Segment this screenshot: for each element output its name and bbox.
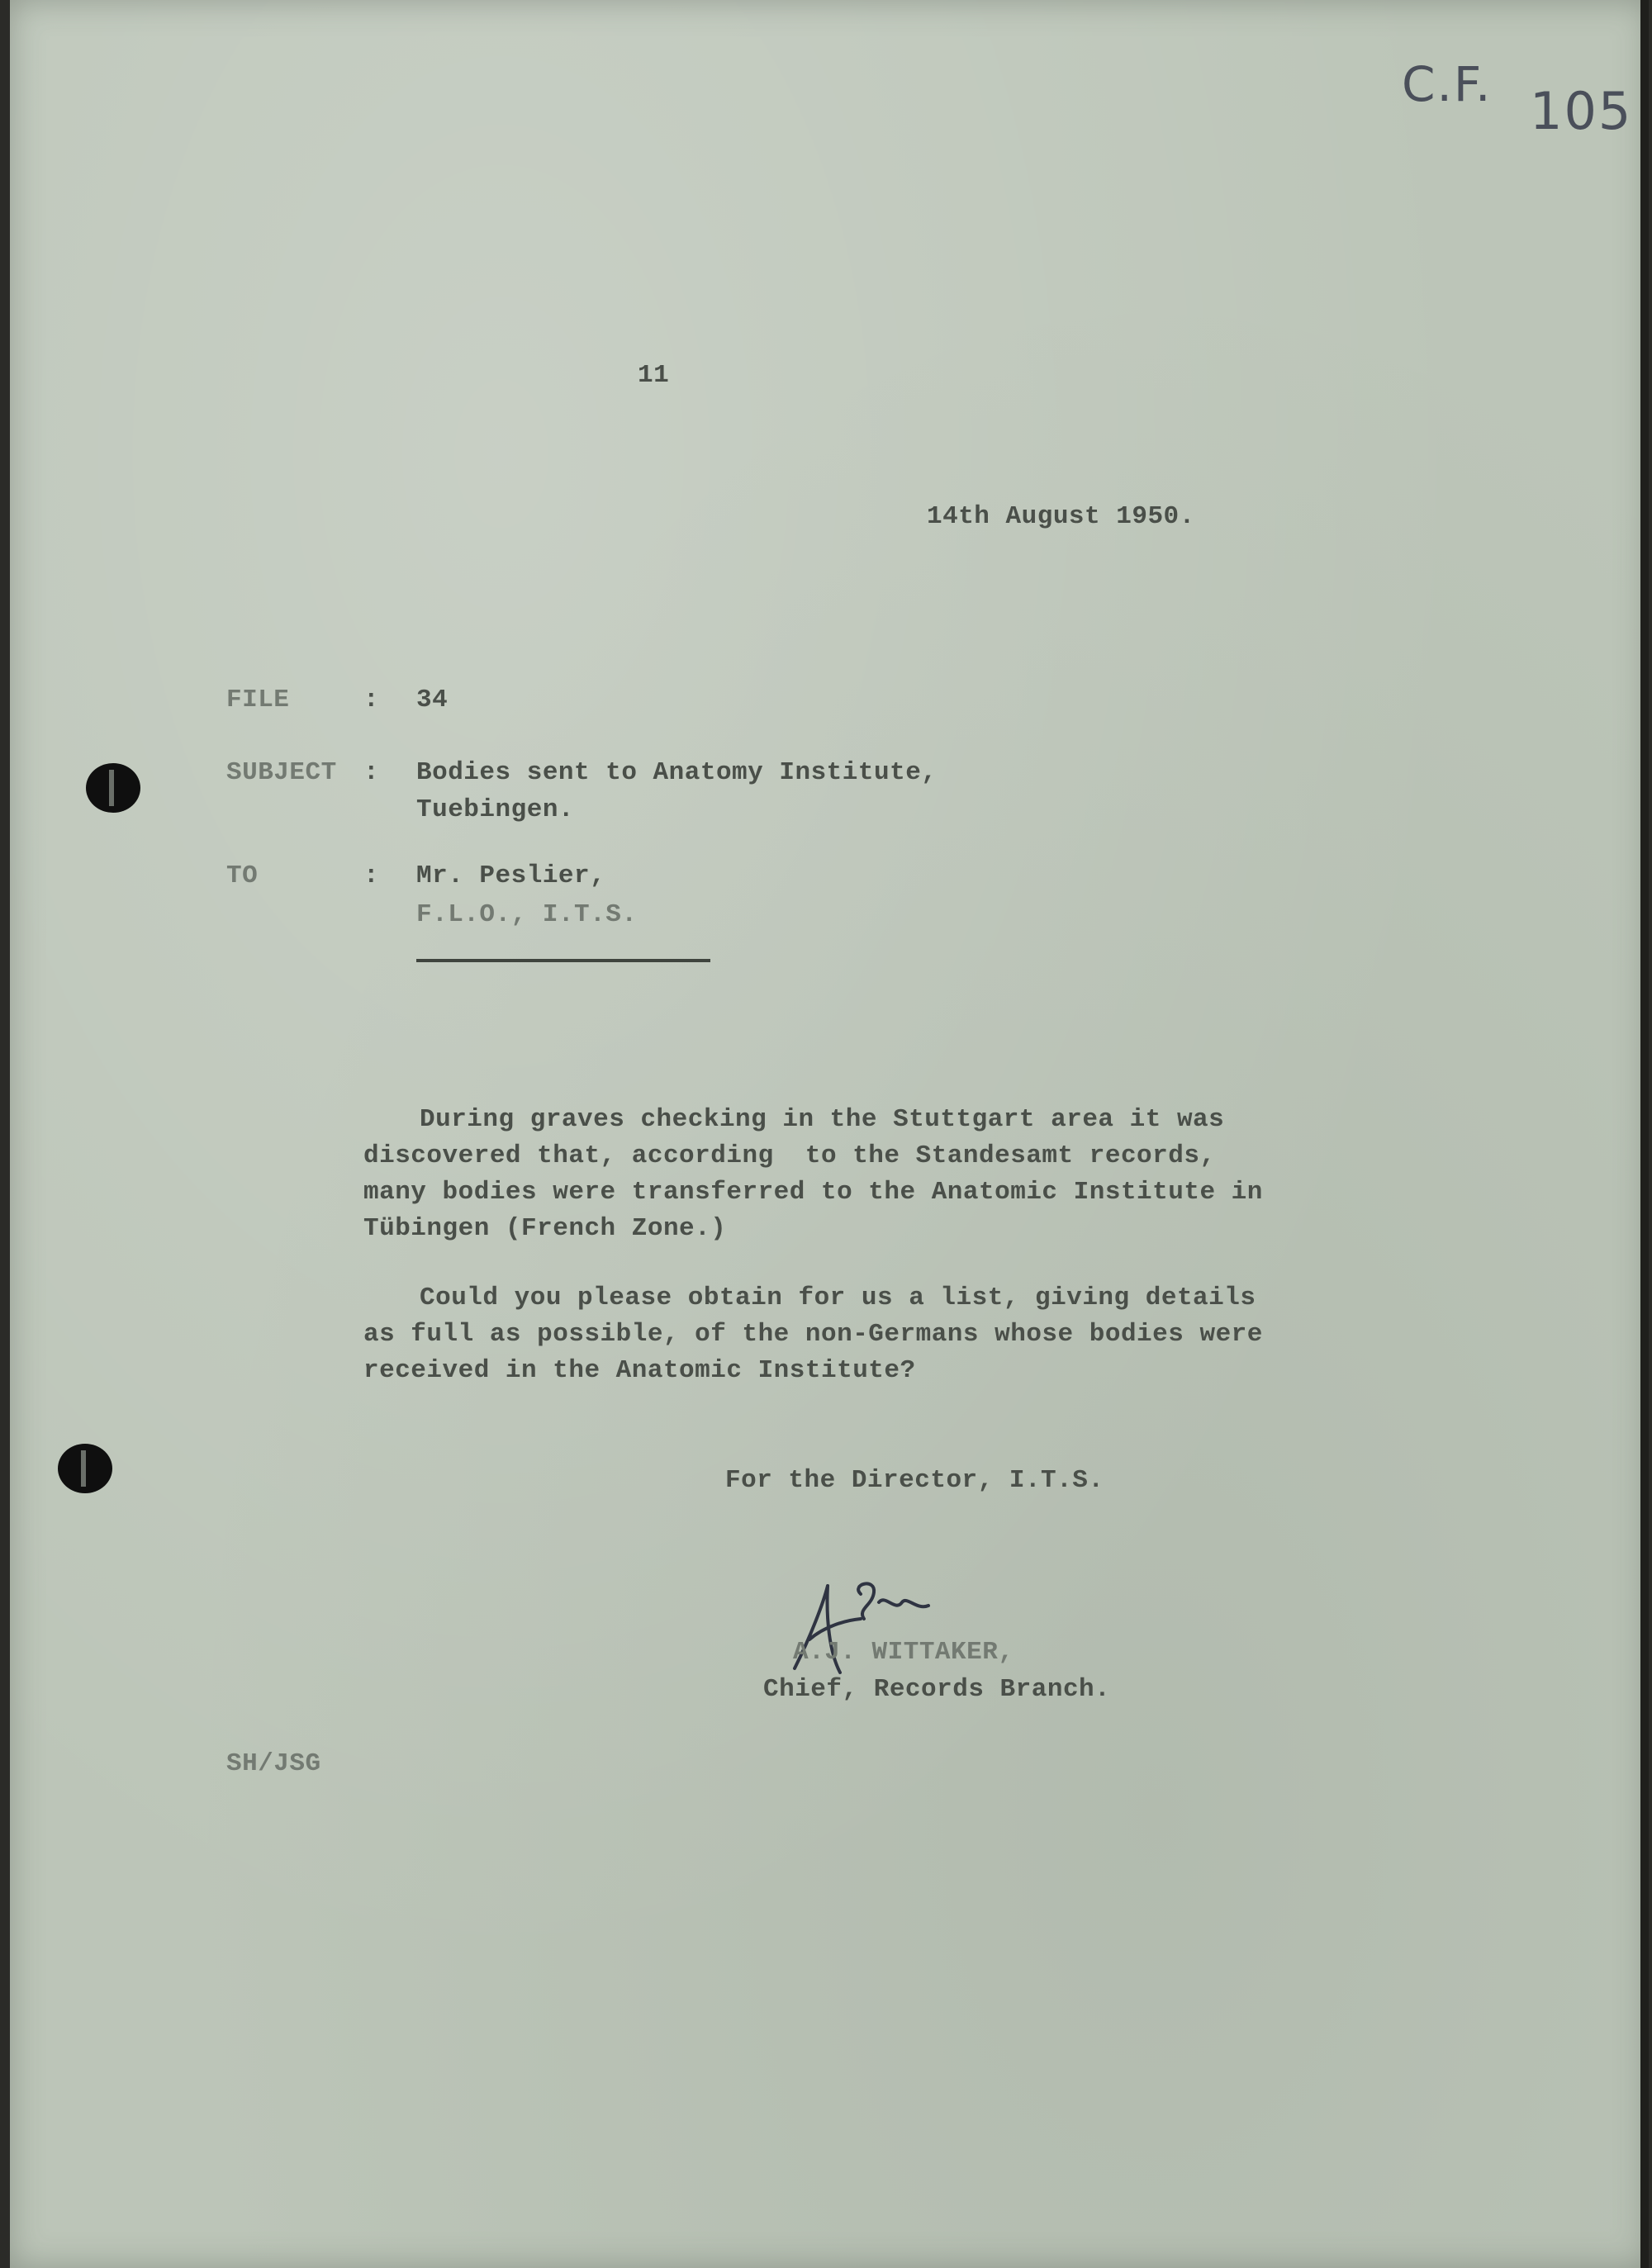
body-para1-line1: During graves checking in the Stuttgart area it was [420, 1105, 1225, 1134]
punch-hole-upper [86, 763, 140, 813]
to-line-2: F.L.O., I.T.S. [416, 900, 638, 929]
handwritten-signature [778, 1569, 943, 1685]
file-label: FILE [226, 686, 290, 714]
subject-line-1: Bodies sent to Anatomy Institute, [416, 758, 938, 787]
body-para2-line3: received in the Anatomic Institute? [363, 1356, 916, 1385]
page-number: 105 [1530, 81, 1633, 141]
subject-line-2: Tuebingen. [416, 795, 575, 824]
body-para1-line2: discovered that, according to the Standesamt records, [363, 1141, 1216, 1170]
body-para2-line1: Could you please obtain for us a list, giving details [420, 1283, 1256, 1312]
copy-number: 11 [638, 361, 670, 390]
to-separator: : [363, 861, 380, 890]
subject-label: SUBJECT [226, 758, 337, 787]
to-label: TO [226, 861, 259, 890]
body-para2-line2: as full as possible, of the non-Germans whose bodies were [363, 1320, 1263, 1349]
body-para1-line3: many bodies were transferred to the Anatomic Institute in [363, 1178, 1263, 1207]
reference-initials: SH/JSG [226, 1749, 321, 1778]
file-separator: : [363, 686, 380, 714]
document-sheet [10, 0, 1649, 2268]
to-line-1: Mr. Peslier, [416, 861, 606, 890]
punch-hole-lower [58, 1444, 112, 1493]
header-divider [416, 959, 710, 962]
closing-for-line: For the Director, I.T.S. [725, 1466, 1104, 1495]
handwritten-reference: C.F. [1402, 56, 1493, 112]
body-para1-line4: Tübingen (French Zone.) [363, 1214, 727, 1243]
closing-title-line: Chief, Records Branch. [763, 1675, 1111, 1704]
closing-name-line: A.J. WITTAKER, [793, 1638, 1014, 1667]
subject-separator: : [363, 758, 380, 787]
document-date: 14th August 1950. [927, 502, 1195, 531]
scan-edge [1640, 0, 1649, 2268]
file-value: 34 [416, 686, 449, 714]
